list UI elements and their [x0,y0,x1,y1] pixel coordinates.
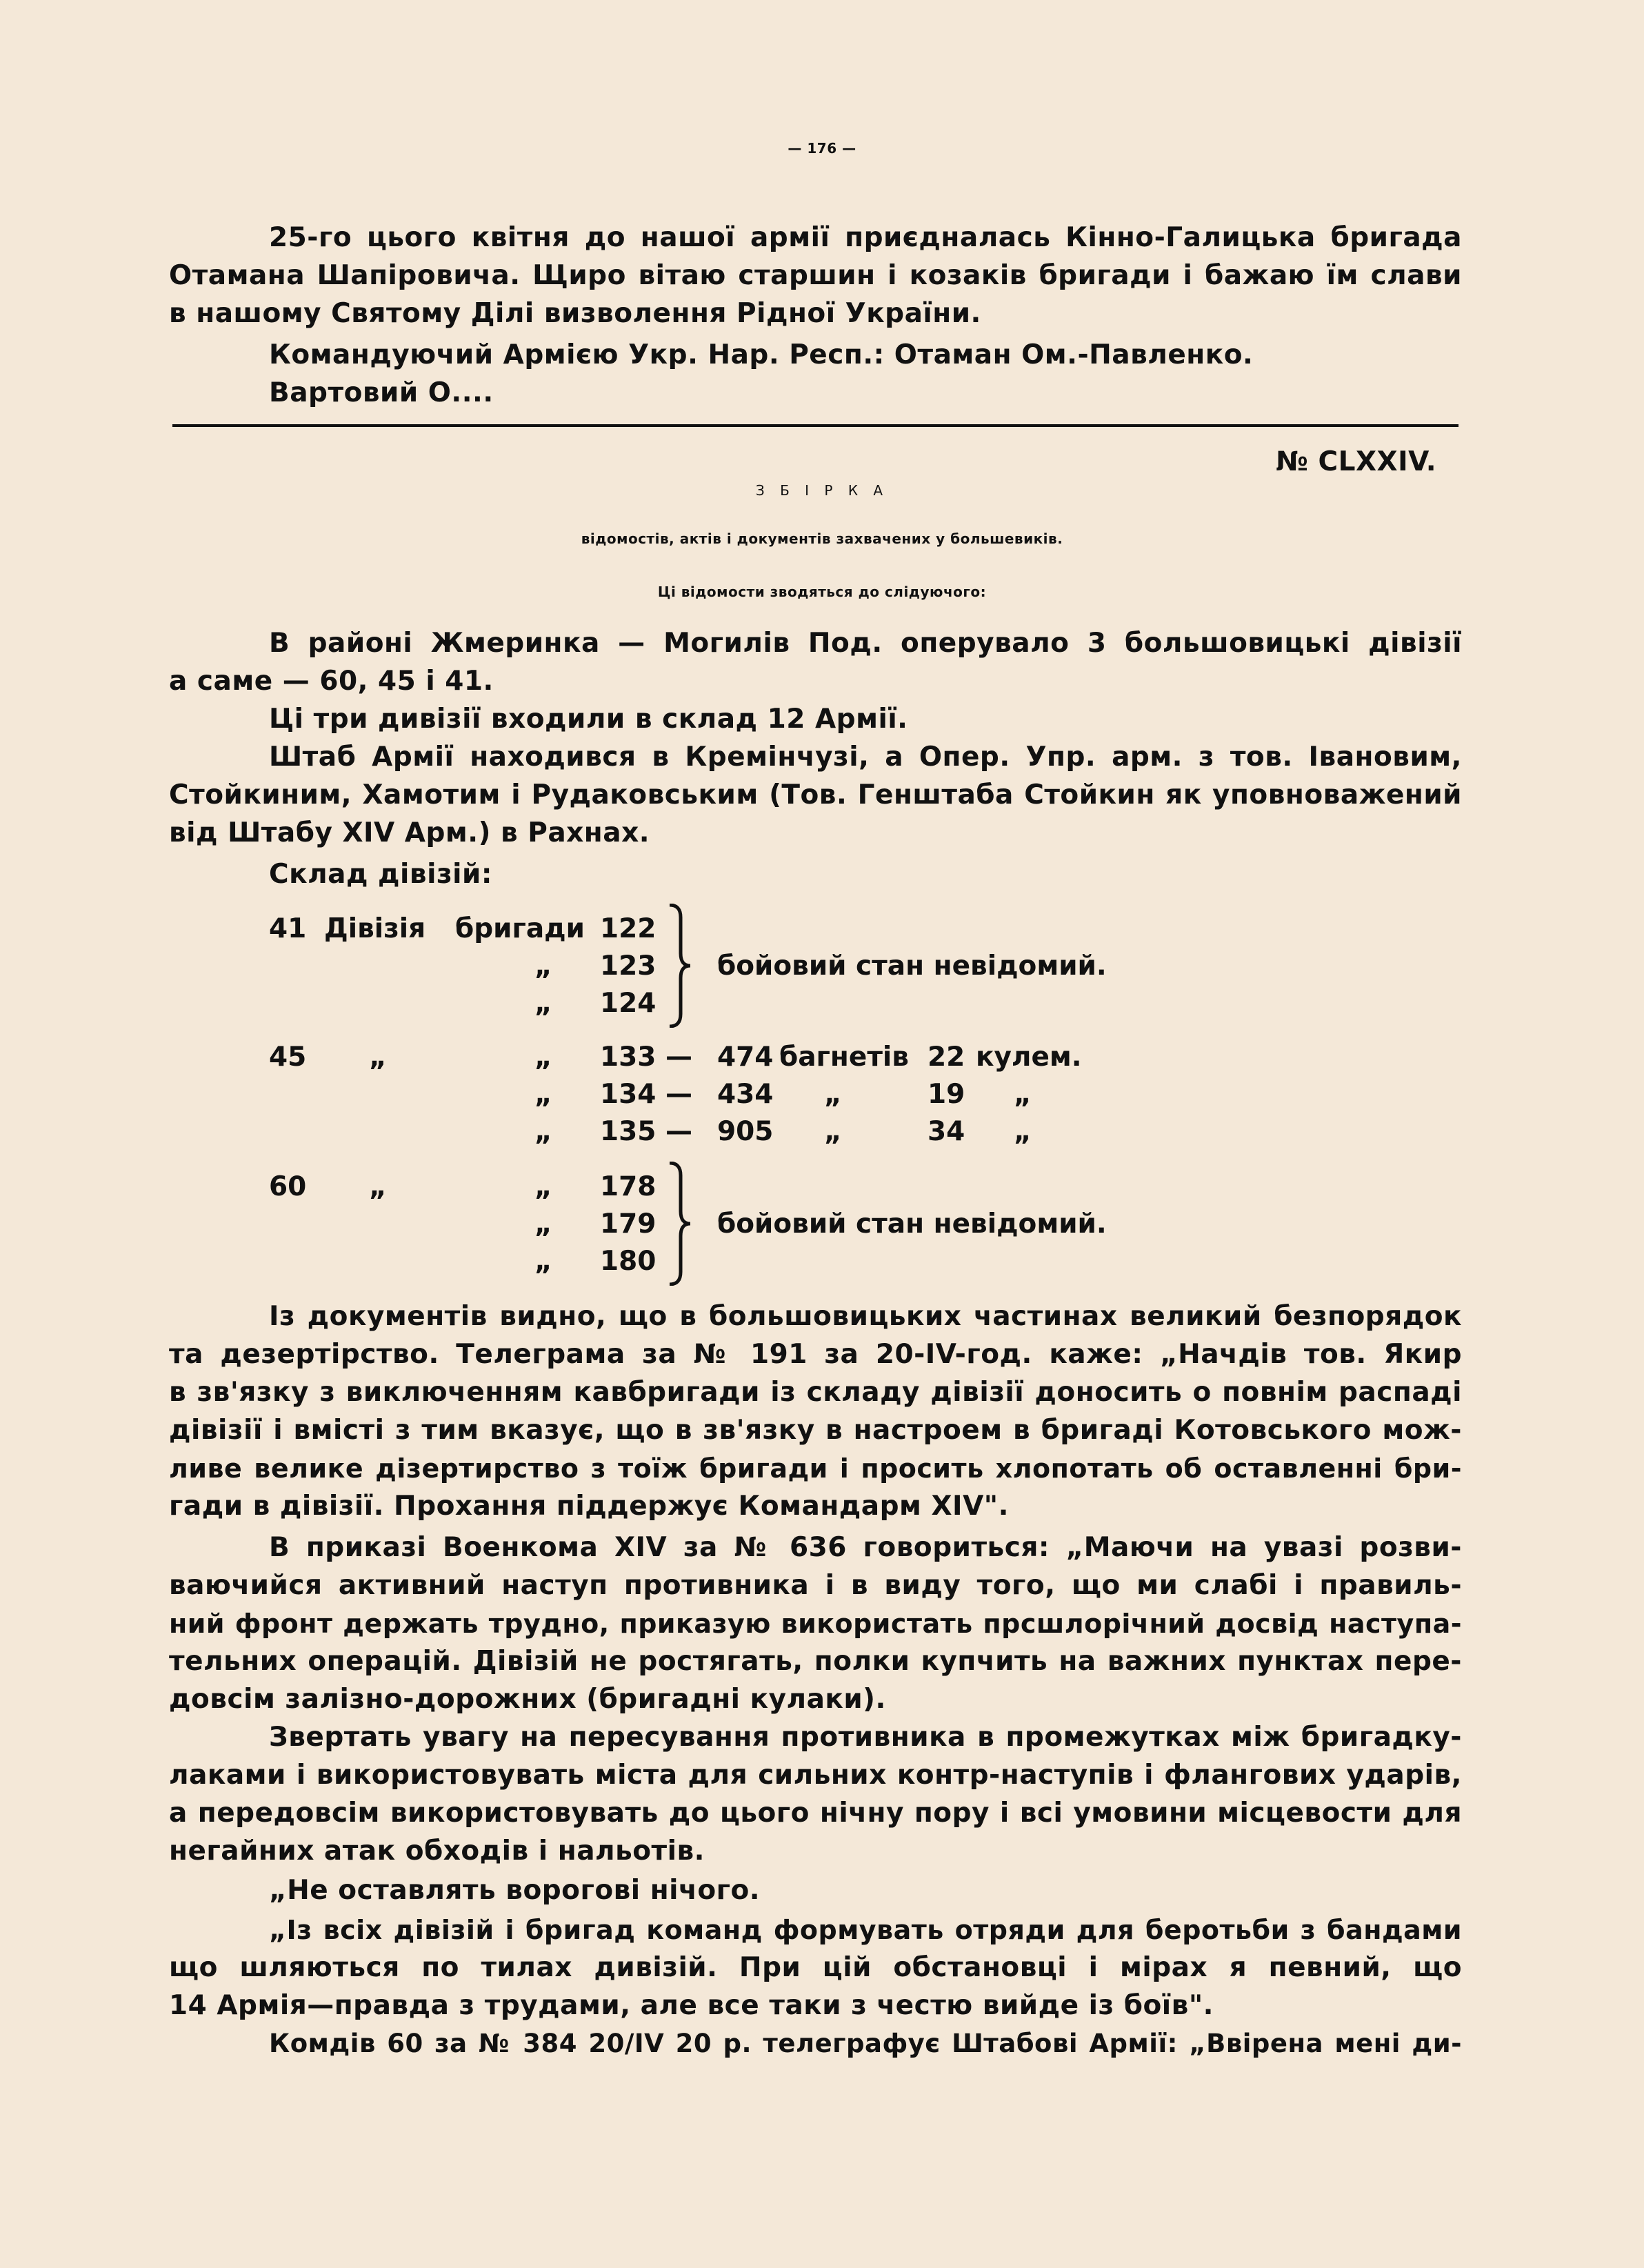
brace-division-41 [665,904,693,1028]
brigade-123: 123 [600,951,656,982]
p5-line-4: тельних операцій. Дівізій не ростягать, полки купчить на важних пунктах пере- [169,1646,1462,1677]
document-number: № CLXXIV. [1276,446,1437,477]
p5-line-5: довсім залізно-дорожних (бригадні кулаки). [169,1684,886,1715]
ditto-mark: „ [534,1246,552,1277]
machineguns-134: 19 [928,1079,965,1110]
p7-line: „Не оставлять ворогові нічого. [269,1875,761,1906]
ditto-mark: „ [534,1042,552,1073]
bayonets-unit: багнетів [779,1042,909,1073]
machineguns-135: 34 [928,1116,965,1147]
p6-line-4: негайних атак обходів і нальотів. [169,1836,705,1867]
composition-label: Склад дівізій: [269,859,492,890]
brigade-134: 134 [600,1079,656,1110]
top-paragraph-line-3: в нашому Святому Ділі визволення Рідної України. [169,298,981,329]
division-41-word: Дівізія [324,913,426,944]
p3-line-1: Штаб Армії находився в Кремінчузі, а Опер. Упр. арм. з тов. Івановим, [269,742,1462,773]
p8-line-1: „Із всіх дівізій і бригад команд формувать отряди для беротьби з бандами [269,1915,1462,1945]
document-subtitle: відомостів, актів і документів захвачених у большевиків. [581,530,1063,547]
p6-line-3: а передовсім використовувать до цього нічну пору і всі умовини місцевости для [169,1798,1462,1829]
top-paragraph-line-2: Отамана Шапіровича. Щиро вітаю старшин і козаків бригади і бажаю їм слави [169,260,1462,291]
division-41-number: 41 [269,913,307,944]
brigade-122: 122 [600,913,656,944]
division-41-brigades-word: бригади [455,913,585,944]
dash: — [665,1042,692,1073]
ditto-mark: „ [534,951,552,982]
p1-line-2: а саме — 60, 45 і 41. [169,666,494,697]
page-number: — 176 — [788,140,856,157]
brigade-180: 180 [600,1246,656,1277]
brigade-135: 135 [600,1116,656,1147]
top-paragraph-line-1: 25-го цього квітня до нашої армії приєдналась Кінно-Галицька бригада [269,222,1462,253]
division-60-status: бойовий стан невідомий. [717,1208,1107,1240]
p8-line-2: що шляються по тилах дивізій. При цій обстановці і мірах я певний, що [169,1952,1462,1983]
dash: — [665,1079,692,1110]
p6-line-1: Звертать увагу на пересування противника в промежутках між бригадку- [269,1722,1462,1753]
ditto-mark: „ [534,1171,552,1202]
ditto-mark: „ [369,1171,387,1202]
p4-line-5: ливе велике дізертирство з тоїж бригади і просить хлопотать об оставленні бри- [169,1453,1462,1484]
vartovyi-line: Вартовий О.... [269,377,494,408]
machineguns-133: 22 [928,1042,965,1073]
p4-line-6: гади в дівізії. Прохання піддержує Командарм XIV". [169,1491,1009,1522]
p5-line-2: ваючийся активний наступ противника і в виду того, що ми слабі і правиль- [169,1570,1462,1601]
brigade-133: 133 [600,1042,656,1073]
brigade-124: 124 [600,988,656,1019]
p2-line: Ці три дивізії входили в склад 12 Армії. [269,704,908,735]
ditto-mark: „ [534,1116,552,1147]
p4-line-3: в зв'язку з виключенням кавбригади із складу дівізії доносить о повнім распаді [169,1377,1462,1408]
lead-line: Ці відомости зводяться до слідуючого: [657,584,987,600]
division-60-number: 60 [269,1171,307,1202]
p5-line-1: В приказі Военкома XIV за № 636 говориться: „Маючи на увазі розви- [269,1532,1462,1563]
ditto-mark: „ [534,1208,552,1240]
signature-line: Командуючий Армією Укр. Нар. Респ.: Отаман Ом.-Павленко. [269,339,1254,370]
machineguns-unit: кулем. [976,1042,1082,1073]
ditto-mark: „ [534,1079,552,1110]
p4-line-1: Із документів видно, що в большовицьких частинах великий безпорядок [269,1301,1462,1332]
ditto-mark: „ [369,1042,387,1073]
division-41-status: бойовий стан невідомий. [717,951,1107,982]
p4-line-2: та дезертірство. Телеграма за № 191 за 20-IV-год. каже: „Начдів тов. Якир [169,1339,1462,1370]
p3-line-3: від Штабу XIV Арм.) в Рахнах. [169,817,650,848]
p1-line-1: В районі Жмеринка — Могилів Под. оперувало 3 большовицькі дівізії [269,628,1462,659]
bayonets-133: 474 [717,1042,774,1073]
p3-line-2: Стойкиним, Хамотим і Рудаковським (Тов. Генштаба Стойкин як уповноважений [169,779,1462,810]
brace-division-60 [665,1162,693,1286]
dash: — [665,1116,692,1147]
p6-line-2: лаками і використовувать міста для сильних контр-наступів і флангових ударів, [169,1760,1462,1791]
section-divider [172,424,1458,427]
ditto-mark: „ [1014,1116,1032,1147]
ditto-mark: „ [824,1116,842,1147]
bayonets-135: 905 [717,1116,774,1147]
division-45-number: 45 [269,1042,307,1073]
bayonets-134: 434 [717,1079,774,1110]
ditto-mark: „ [1014,1079,1032,1110]
document-title: З Б І Р К А [755,482,889,499]
p5-line-3: ний фронт держать трудно, приказую використать прсшлорічний досвід наступа- [169,1609,1462,1639]
brigade-178: 178 [600,1171,656,1202]
p4-line-4: дівізії і вмісті з тим вказує, що в зв'язку в настроем в бригаді Котовського мож- [169,1415,1462,1446]
ditto-mark: „ [824,1079,842,1110]
p8-line-3: 14 Армія—правда з трудами, але все таки з честю вийде із боїв". [169,1990,1214,2021]
brigade-179: 179 [600,1208,656,1240]
p9-line: Комдів 60 за № 384 20/IV 20 р. телеграфує Штабові Армії: „Ввірена мені ди- [269,2029,1462,2058]
ditto-mark: „ [534,988,552,1019]
